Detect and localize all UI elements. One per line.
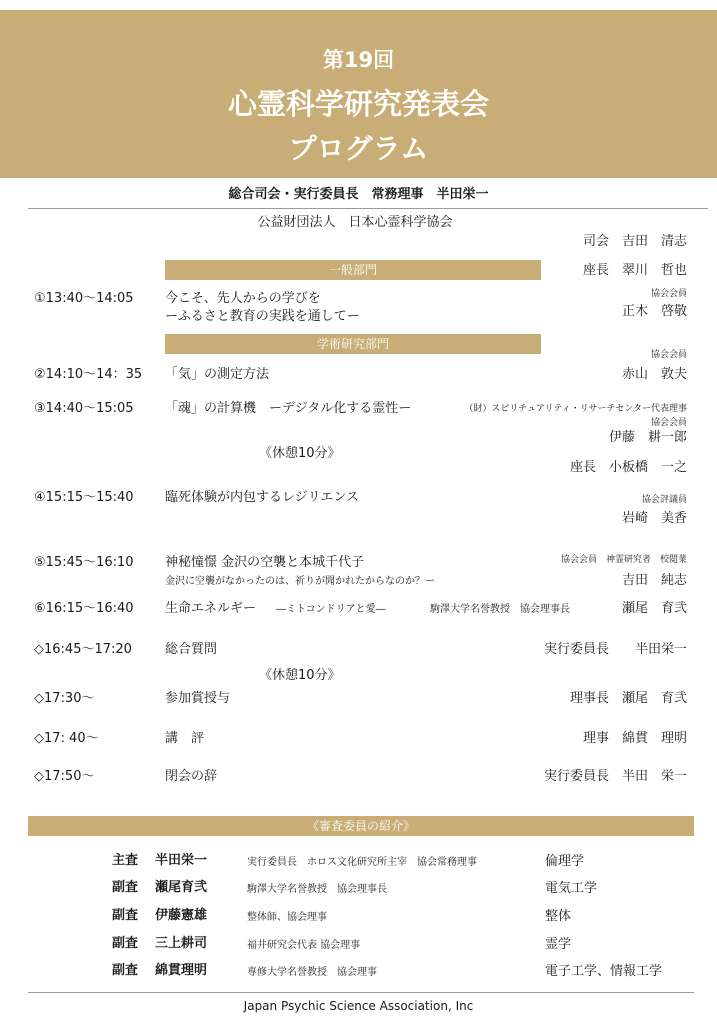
time-slot: ⑥16:15〜16:40 bbox=[34, 601, 134, 616]
session-number: 第19回 bbox=[322, 48, 395, 72]
talk-title: 生命エネルギー bbox=[165, 601, 257, 616]
talk-subtitle: 金沢に空襲がなかったのは、祈りが聞かれたからなのか？ー bbox=[165, 576, 435, 587]
judge-role: 主査 bbox=[112, 853, 139, 868]
judge-role: 副査 bbox=[112, 963, 139, 978]
event-title: 心霊科学研究発表会 bbox=[227, 87, 489, 121]
presenter-name: 実行委員長 半田栄一 bbox=[543, 642, 687, 657]
judge-field: 倫理学 bbox=[545, 854, 585, 869]
judge-name: 三上耕司 bbox=[155, 936, 208, 951]
presenter-role: 協会会員 神霊研究者 校閲業 bbox=[560, 555, 687, 565]
judge-affiliation: 実行委員長 ホロス文化研究所主宰 協会常務理事 bbox=[247, 857, 477, 868]
presenter-role: 協会会員 bbox=[650, 350, 687, 360]
judge-affiliation: 専修大学名誉教授 協会理事 bbox=[247, 967, 377, 978]
judges-header: 《審査委員の紹介》 bbox=[28, 816, 694, 836]
organization: 公益財団法人 日本心霊科学協会 bbox=[257, 215, 453, 230]
title-banner bbox=[0, 10, 717, 178]
presenter-name: 伊藤 耕一郎 bbox=[608, 430, 687, 445]
presenter-role: 協会会員 bbox=[650, 289, 687, 299]
judge-role: 副査 bbox=[112, 936, 139, 951]
time-slot: ⑤15:45〜16:10 bbox=[34, 555, 134, 570]
judge-field: 霊学 bbox=[545, 937, 572, 952]
judge-name: 綿貫理明 bbox=[155, 963, 208, 978]
time-slot: ◇17:30〜 bbox=[34, 691, 95, 706]
talk-title: 講 評 bbox=[165, 731, 205, 746]
presenter-role: 協会会員 bbox=[650, 418, 687, 428]
presenter-role: 協会評議員 bbox=[641, 495, 687, 505]
moderator: 司会 吉田 清志 bbox=[582, 234, 687, 249]
program-title: プログラム bbox=[288, 132, 429, 165]
talk-title: 「気」の測定方法 bbox=[165, 367, 270, 382]
talk-title: 「魂」の計算機 ーデジタル化する霊性ー bbox=[165, 401, 412, 416]
judge-role: 副査 bbox=[112, 880, 139, 895]
section-academic: 学術研究部門 bbox=[165, 334, 541, 354]
talk-title: 臨死体験が内包するレジリエンス bbox=[165, 490, 360, 505]
presenter-name: 実行委員長 半田 栄一 bbox=[543, 769, 687, 784]
footer-org: Japan Psychic Science Association, Inc bbox=[243, 999, 474, 1013]
time-slot: ④15:15〜15:40 bbox=[34, 490, 134, 505]
presenter-name: 岩崎 美香 bbox=[621, 511, 687, 526]
talk-title: 神秘憧憬 金沢の空襲と本城千代子 bbox=[165, 555, 365, 570]
talk-subtitle: ーふるさと教育の実践を通してー bbox=[165, 309, 360, 324]
presenter-name: 赤山 敦夫 bbox=[621, 367, 687, 382]
footer-divider bbox=[28, 992, 694, 993]
time-slot: ①13:40〜14:05 bbox=[34, 291, 134, 306]
talk-title: 参加賞授与 bbox=[165, 691, 231, 706]
time-slot: ◇16:45〜17:20 bbox=[34, 642, 132, 657]
judge-affiliation: 駒澤大学名誉教授 協会理事長 bbox=[247, 884, 387, 895]
chair-general-section: 座長 翠川 哲也 bbox=[582, 263, 687, 278]
presenter-name: 吉田 純志 bbox=[621, 573, 687, 588]
judge-affiliation: 福井研究会代表 協会理事 bbox=[247, 940, 361, 951]
presenter-name: 瀬尾 育弐 bbox=[621, 601, 687, 616]
judge-name: 半田栄一 bbox=[155, 853, 208, 868]
general-chair: 総合司会・実行委員長 常務理事 半田栄一 bbox=[228, 187, 489, 202]
judge-name: 瀬尾育弐 bbox=[155, 880, 208, 895]
talk-title: 今こそ、先人からの学びを bbox=[165, 291, 321, 306]
judge-affiliation: 整体師、協会理事 bbox=[247, 912, 327, 923]
presenter-name: 理事長 瀬尾 育弐 bbox=[569, 691, 687, 706]
judge-field: 電子工学、情報工学 bbox=[545, 964, 663, 979]
time-slot: ②14:10〜14：35 bbox=[34, 367, 143, 382]
talk-title: 総合質問 bbox=[165, 642, 218, 657]
presenter-role: 駒澤大学名誉教授 協会理事長 bbox=[430, 604, 570, 615]
chair-academic-section: 座長 小板橋 一之 bbox=[569, 460, 687, 475]
presenter-name: 正木 啓敬 bbox=[621, 304, 687, 319]
time-slot: ◇17: 40〜 bbox=[34, 731, 99, 746]
presenter-role: （財）スピリチュアリティ・リサーチセンター代表理事 bbox=[464, 404, 687, 414]
presenter-name: 理事 綿貫 理明 bbox=[582, 731, 687, 746]
divider bbox=[28, 208, 708, 209]
break-label: 《休憩10分》 bbox=[259, 668, 341, 683]
judge-name: 伊藤憲雄 bbox=[155, 908, 208, 923]
section-general: 一般部門 bbox=[165, 260, 541, 280]
judge-field: 整体 bbox=[545, 909, 572, 924]
time-slot: ◇17:50〜 bbox=[34, 769, 95, 784]
judge-field: 電気工学 bbox=[545, 881, 598, 896]
time-slot: ③14:40〜15:05 bbox=[34, 401, 134, 416]
judge-role: 副査 bbox=[112, 908, 139, 923]
talk-title: 閉会の辞 bbox=[165, 769, 218, 784]
talk-subtitle: ―ミトコンドリアと愛― bbox=[276, 604, 386, 615]
break-label: 《休憩10分》 bbox=[259, 446, 341, 461]
